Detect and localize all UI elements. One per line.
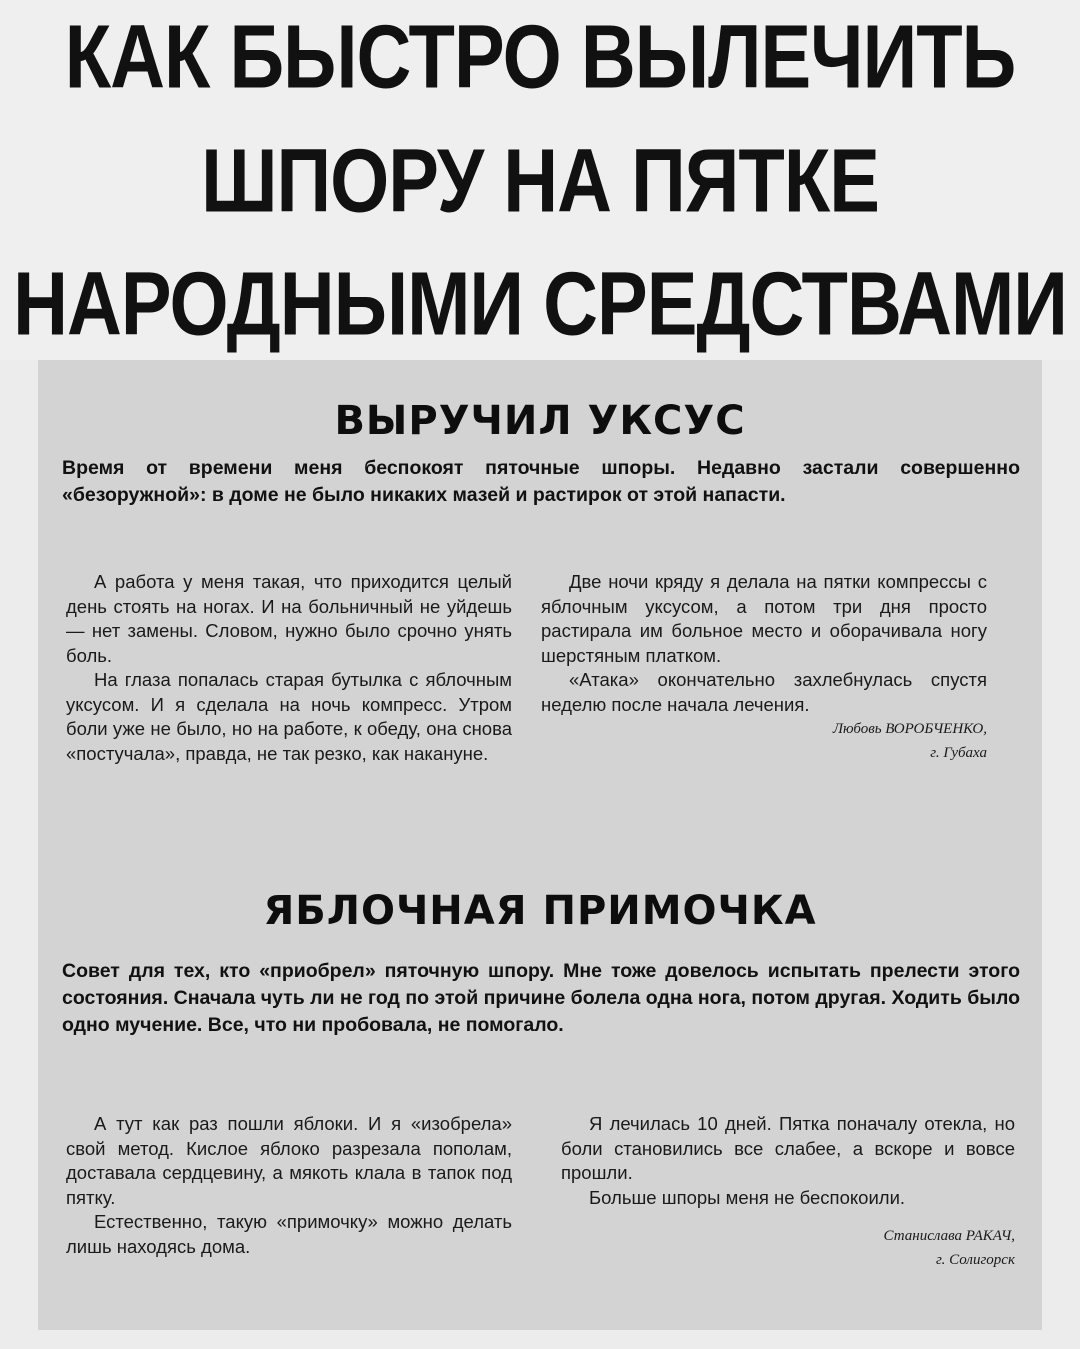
article-1-right-paragraph: «Атака» окончательно захлебнулась спустя неделю после начала лечения. (541, 669, 987, 715)
article-2-left-paragraph: Естественно, такую «примочку» можно делать лишь находясь дома. (66, 1211, 512, 1257)
article-2-city: г. Солигорск (936, 1252, 1015, 1268)
article-1-lead: Время от времени меня беспокоят пяточные шпоры. Недавно застали совершенно «безоружной»: в доме не было никаких мазей и растирок от этой напасти. (62, 457, 1020, 506)
article-1-author: Любовь ВОРОБЧЕНКО, (832, 721, 987, 737)
newspaper-clipping (38, 360, 1042, 1330)
article-2-author: Станислава РАКАЧ, (883, 1228, 1015, 1244)
article-1-title: ВЫРУЧИЛ УКСУС (334, 398, 746, 444)
article-2-right-column (561, 1112, 1015, 1272)
headline (0, 0, 1080, 360)
headline-line-3: НАРОДНЫМИ СРЕДСТВАМИ (13, 254, 1067, 355)
article-1-left-paragraph: А работа у меня такая, что приходится целый день стоять на ногах. И на больничный не уйдешь — нет замены. Словом, нужно было срочно унять боль. (66, 571, 512, 666)
article-2-title: ЯБЛОЧНАЯ ПРИМОЧКА (263, 888, 817, 934)
article-2-left-column (66, 1112, 512, 1259)
article-2-right-paragraph: Я лечилась 10 дней. Пятка поначалу отекла, но боли становились все слабее, а вскоре и вовсе прошли. (561, 1113, 1015, 1183)
article-1-right-column (541, 570, 987, 765)
article-2-lead: Совет для тех, кто «приобрел» пяточную шпору. Мне тоже довелось испытать прелести этого состояния. Сначала чуть ли не год по этой причине болела одна нога, потом другая. Ходить было одно мучение. Все, что ни пробовала, не помогало. (62, 960, 1020, 1036)
headline-line-2: ШПОРУ НА ПЯТКЕ (201, 131, 879, 232)
article-1-left-column (66, 570, 512, 766)
article-1-left-paragraph: На глаза попалась старая бутылка с яблочным уксусом. И я сделала на ночь компресс. Утром боли уже не было, но на работе, к обеду, она снова «постучала», правда, не так резко, как накануне. (66, 669, 512, 764)
headline-line-1: КАК БЫСТРО ВЫЛЕЧИТЬ (64, 7, 1016, 108)
article-1-city: г. Губаха (930, 745, 987, 761)
article-1-right-paragraph: Две ночи кряду я делала на пятки компрессы с яблочным уксусом, а потом три дня просто растирала им больное место и оборачивала ногу шерстяным платком. (541, 571, 987, 666)
article-2-left-paragraph: А тут как раз пошли яблоки. И я «изобрела» свой метод. Кислое яблоко разрезала пополам, доставала сердцевину, а мякоть клала в тапок под пятку. (66, 1113, 512, 1208)
article-2-right-paragraph: Больше шпоры меня не беспокоили. (589, 1186, 906, 1208)
